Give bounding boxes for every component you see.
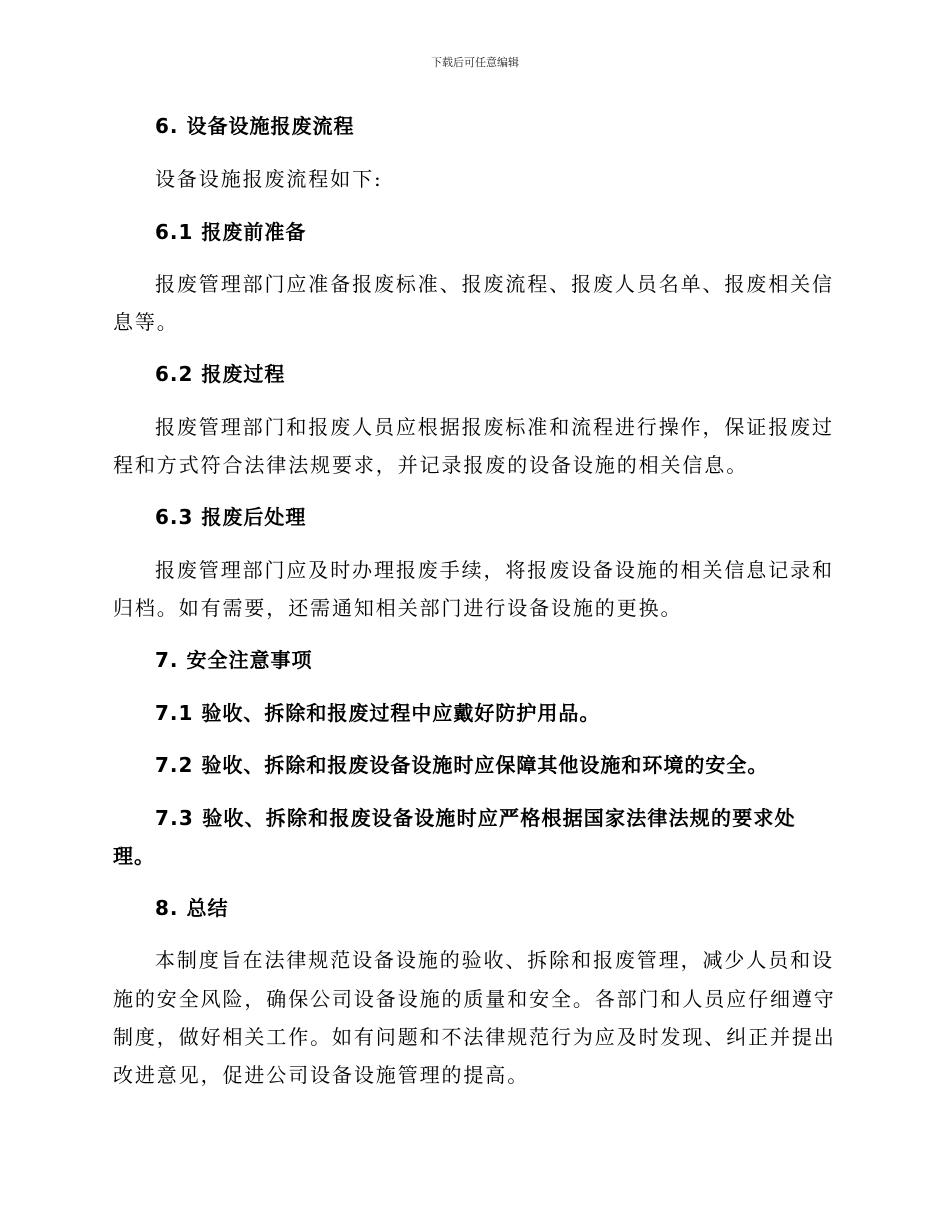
section-8-paragraph-line-3: 制度，做好相关工作。如有问题和不法律规范行为应及时发现、纠正并提出	[113, 1025, 836, 1049]
section-6-intro: 设备设施报废流程如下:	[155, 167, 383, 191]
section-6-1-paragraph-line-2: 息等。	[113, 310, 179, 334]
section-6-1-heading: 6.1 报废前准备	[155, 220, 307, 244]
section-7-1-item: 7.1 验收、拆除和报废过程中应戴好防护用品。	[155, 701, 601, 725]
section-7-3-item-line-2: 理。	[113, 844, 155, 868]
section-6-3-paragraph-line-2: 归档。如有需要，还需通知相关部门进行设备设施的更换。	[113, 596, 683, 620]
section-6-3-heading: 6.3 报废后处理	[155, 505, 307, 529]
section-8-paragraph-line-1: 本制度旨在法律规范设备设施的验收、拆除和报废管理，减少人员和设	[155, 948, 834, 972]
section-8-paragraph-line-4: 改进意见，促进公司设备设施管理的提高。	[113, 1063, 530, 1087]
section-7-heading: 7. 安全注意事项	[155, 648, 313, 672]
section-6-2-paragraph-line-1: 报废管理部门和报废人员应根据报废标准和流程进行操作，保证报废过	[155, 415, 834, 439]
section-7-2-item: 7.2 验收、拆除和报废设备设施时应保障其他设施和环境的安全。	[155, 753, 769, 777]
section-6-heading: 6. 设备设施报废流程	[155, 114, 355, 138]
section-8-paragraph-line-2: 施的安全风险，确保公司设备设施的质量和安全。各部门和人员应仔细遵守	[113, 987, 836, 1011]
section-8-heading: 8. 总结	[155, 896, 229, 920]
section-6-3-paragraph-line-1: 报废管理部门应及时办理报废手续，将报废设备设施的相关信息记录和	[155, 558, 834, 582]
section-6-1-paragraph-line-1: 报废管理部门应准备报废标准、报废流程、报废人员名单、报废相关信	[155, 272, 834, 296]
section-6-2-heading: 6.2 报废过程	[155, 362, 286, 386]
section-6-2-paragraph-line-2: 程和方式符合法律法规要求，并记录报废的设备设施的相关信息。	[113, 453, 749, 477]
page-header-note: 下载后可任意编辑	[431, 56, 519, 69]
section-7-3-item-line-1: 7.3 验收、拆除和报废设备设施时应严格根据国家法律法规的要求处	[155, 806, 796, 830]
